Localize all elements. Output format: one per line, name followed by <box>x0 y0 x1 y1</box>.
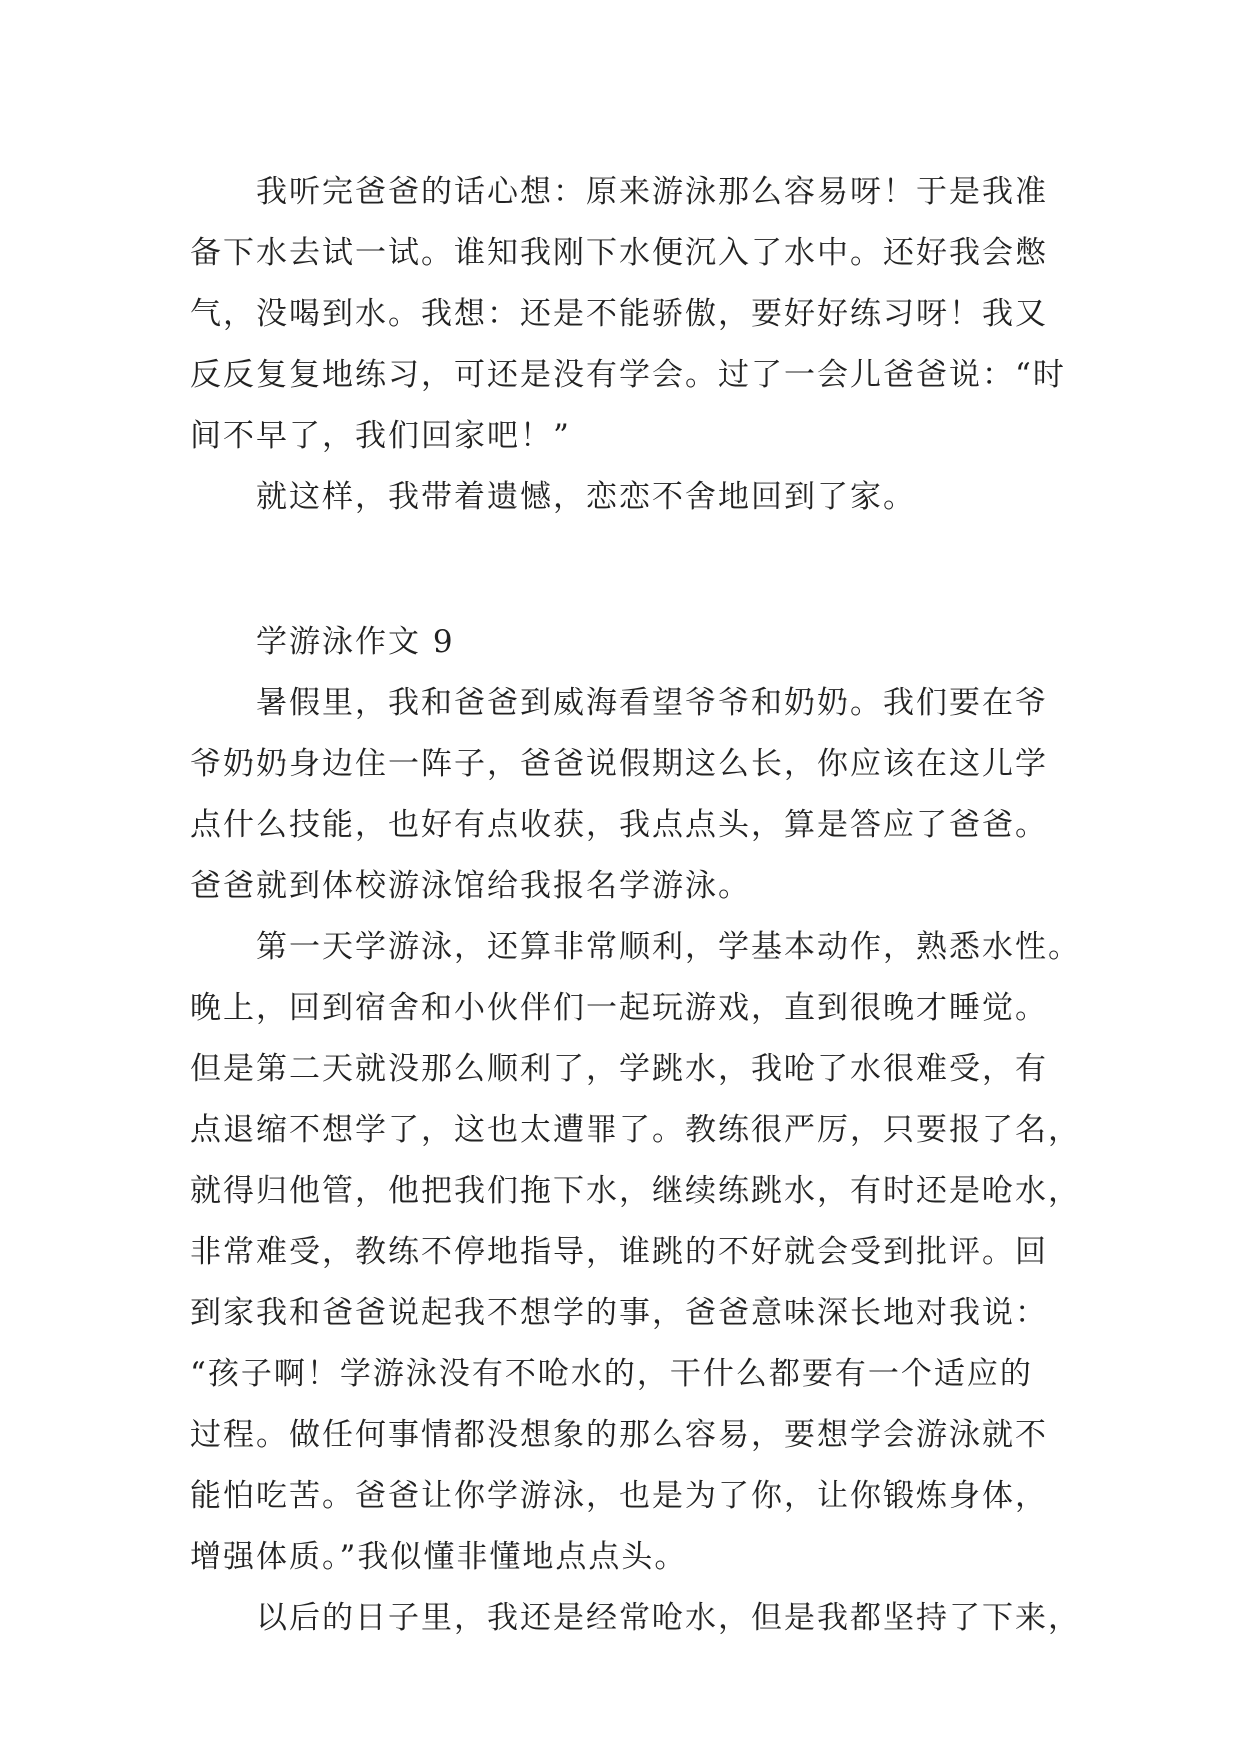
text-line: 爸爸就到体校游泳馆给我报名学游泳。 <box>190 868 751 904</box>
text-line: 非常难受，教练不停地指导，谁跳的不好就会受到批评。回 <box>190 1234 1048 1270</box>
text-line: 就这样，我带着遗憾，恋恋不舍地回到了家。 <box>256 479 916 515</box>
text-line: “孩子啊！学游泳没有不呛水的，干什么都要有一个适应的 <box>190 1356 1033 1392</box>
text-line: 到家我和爸爸说起我不想学的事，爸爸意味深长地对我说： <box>190 1295 1048 1331</box>
paragraph <box>190 467 1050 528</box>
text-line: 间不早了，我们回家吧！” <box>190 418 571 454</box>
text-line: 晚上，回到宿舍和小伙伴们一起玩游戏，直到很晚才睡觉。 <box>190 990 1048 1026</box>
text-line: 但是第二天就没那么顺利了，学跳水，我呛了水很难受，有 <box>190 1051 1048 1087</box>
text-line: 能怕吃苦。爸爸让你学游泳，也是为了你，让你锻炼身体， <box>190 1478 1048 1514</box>
paragraph <box>190 917 1081 1588</box>
text-line: 增强体质。”我似懂非懂地点点头。 <box>190 1539 688 1575</box>
text-line: 就得归他管，他把我们拖下水，继续练跳水，有时还是呛水， <box>190 1173 1081 1209</box>
text-line: 爷奶奶身边住一阵子，爸爸说假期这么长，你应该在这儿学 <box>190 746 1048 782</box>
text-line: 点退缩不想学了，这也太遭罪了。教练很严厉，只要报了名， <box>190 1112 1081 1148</box>
section-title: 学游泳作文 9 <box>256 624 455 660</box>
text-line: 第一天学游泳，还算非常顺利，学基本动作，熟悉水性。 <box>256 929 1081 965</box>
section-spacer <box>190 528 1050 612</box>
paragraph <box>190 1588 1081 1649</box>
document-body <box>190 162 1081 1649</box>
text-line: 过程。做任何事情都没想象的那么容易，要想学会游泳就不 <box>190 1417 1048 1453</box>
text-line: 我听完爸爸的话心想：原来游泳那么容易呀！于是我准 <box>256 174 1048 210</box>
paragraph <box>190 673 1050 917</box>
paragraph <box>190 162 1066 467</box>
text-line: 暑假里，我和爸爸到威海看望爷爷和奶奶。我们要在爷 <box>256 685 1048 721</box>
text-line: 点什么技能，也好有点收获，我点点头，算是答应了爸爸。 <box>190 807 1048 843</box>
text-line: 气，没喝到水。我想：还是不能骄傲，要好好练习呀！我又 <box>190 296 1048 332</box>
text-line: 以后的日子里，我还是经常呛水，但是我都坚持了下来， <box>256 1600 1081 1636</box>
text-line: 反反复复地练习，可还是没有学会。过了一会儿爸爸说：“时 <box>190 357 1066 393</box>
text-line: 备下水去试一试。谁知我刚下水便沉入了水中。还好我会憋 <box>190 235 1048 271</box>
